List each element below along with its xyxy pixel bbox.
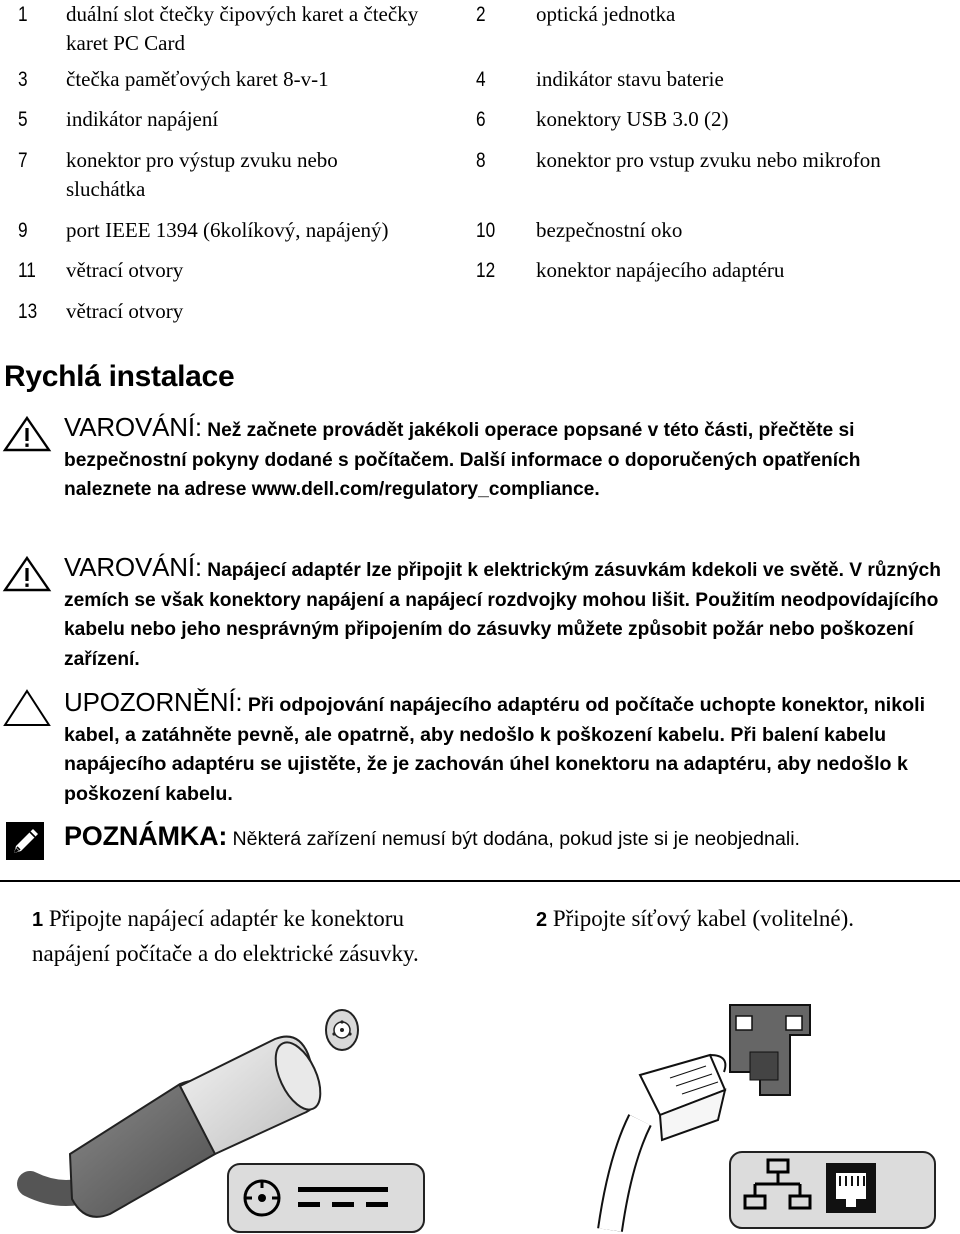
part-label: optická jednotka [536, 2, 676, 26]
step-number: 1 [32, 909, 44, 931]
warning-body: Než začnete provádět jakékoli operace popsané v této části, přečtěte si bezpečnostní pokyny dodané s počítačem. Další informace o doporučených opatřeních naleznete na adrese www.dell.com/regulatory_compliance. [64, 420, 861, 500]
part-number: 4 [476, 68, 486, 91]
part-number: 11 [18, 259, 36, 282]
caution-triangle-icon [2, 688, 52, 728]
part-number: 10 [476, 219, 496, 242]
part-number: 6 [476, 108, 486, 131]
part-label: větrací otvory [66, 258, 184, 282]
part-number: 9 [18, 219, 28, 242]
part-label: konektor napájecího adaptéru [536, 258, 785, 282]
part-number: 3 [18, 68, 28, 91]
warning-label: VAROVÁNÍ: [64, 412, 202, 442]
warning-text [64, 413, 944, 505]
warning-label: VAROVÁNÍ: [64, 552, 202, 582]
step-2 [536, 902, 956, 937]
part-label: konektory USB 3.0 (2) [536, 107, 729, 131]
step-text: Připojte napájecí adaptér ke konektoru napájení počítače a do elektrické zásuvky. [32, 906, 419, 966]
part-label: port IEEE 1394 (6kolíkový, napájený) [66, 218, 389, 242]
part-label: konektor pro výstup zvuku nebo sluchátka [66, 148, 338, 201]
part-label: indikátor napájení [66, 107, 219, 131]
part-label: indikátor stavu baterie [536, 67, 724, 91]
part-number: 8 [476, 149, 486, 172]
part-number: 1 [18, 3, 28, 26]
warning-body: Napájecí adaptér lze připojit k elektrickým zásuvkám kdekoli ve světě. V různých zemích se však konektory napájení a napájecí rozdvojky mohou lišit. Použitím neodpovídajícího kabelu nebo jeho nesprávným připojením do zásuvky můžete způsobit požár nebo poškození zařízení. [64, 560, 941, 670]
part-label: čtečka paměťových karet 8-v-1 [66, 67, 329, 91]
part-label: bezpečnostní oko [536, 218, 683, 242]
step-number: 2 [536, 909, 548, 931]
warning-text [64, 553, 960, 674]
section-divider [0, 880, 960, 882]
note-body: Některá zařízení nemusí být dodána, pokud jste si je neobjednali. [232, 828, 801, 850]
caution-body: Při odpojování napájecího adaptéru od počítače uchopte konektor, nikoli kabel, a zatáhněte pevně, ale opatrně, aby nedošlo k poškození kabelu. Při balení kabelu napájecího adaptéru se ujistěte, že je zachován úhel konektoru na adaptéru, aby nedošlo k poškození kabelu. [64, 694, 926, 805]
caution-text [64, 688, 954, 809]
warning-triangle-icon [2, 555, 52, 593]
step-text: Připojte síťový kabel (volitelné). [552, 906, 854, 931]
part-number: 7 [18, 149, 28, 172]
part-label: duální slot čtečky čipových karet a čtečky karet PC Card [66, 2, 419, 55]
note-text [64, 822, 954, 855]
section-title: Rychlá instalace [4, 360, 235, 393]
ethernet-port-icon [826, 1163, 876, 1213]
part-number: 12 [476, 259, 496, 282]
power-plug-illustration [30, 994, 490, 1234]
part-number: 13 [18, 300, 38, 323]
network-cable-illustration [600, 1000, 940, 1230]
part-number: 5 [18, 108, 28, 131]
note-label: POZNÁMKA: [64, 821, 228, 851]
caution-label: UPOZORNĚNÍ: [64, 687, 243, 717]
note-pencil-icon [6, 822, 46, 860]
part-label: konektor pro vstup zvuku nebo mikrofon [536, 148, 881, 172]
part-label: větrací otvory [66, 299, 184, 323]
warning-triangle-icon [2, 415, 52, 453]
step-1 [32, 902, 482, 970]
part-number: 2 [476, 3, 486, 26]
